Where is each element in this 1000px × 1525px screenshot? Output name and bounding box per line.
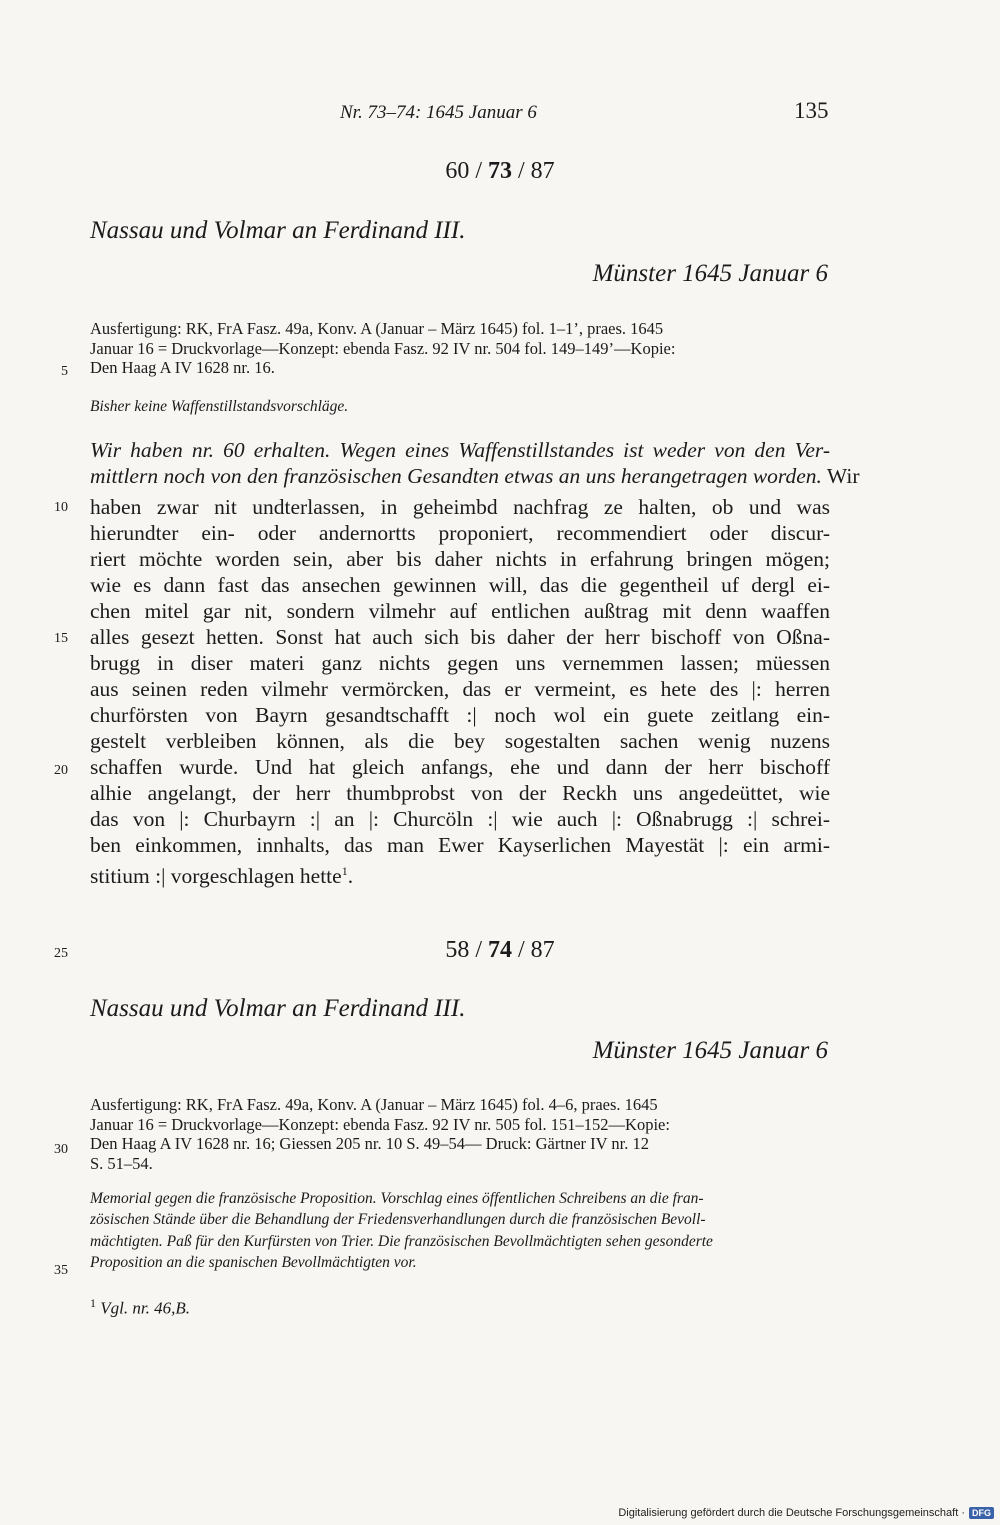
document-number-before: 60 xyxy=(445,158,470,184)
footnote-reference: 1 xyxy=(341,864,348,878)
document-title: Nassau und Volmar an Ferdinand III. xyxy=(90,217,466,244)
footnote-text: Vgl. nr. 46,B. xyxy=(100,1298,190,1318)
summary-line: mächtigten. Paß für den Kurfürsten von Trier. Die französischen Bevollmächtigten sehen gesonderte xyxy=(90,1232,713,1250)
document-place-date: Münster 1645 Januar 6 xyxy=(592,260,828,287)
document-number: 60 / 73 / 87 xyxy=(445,158,555,184)
source-note-line: Januar 16 = Druckvorlage—Konzept: ebenda Fasz. 92 IV nr. 505 fol. 151–152—Kopie: xyxy=(90,1114,670,1134)
source-note-line: Ausfertigung: RK, FrA Fasz. 49a, Konv. A (Januar – März 1645) fol. 1–1’, praes. 1645 xyxy=(90,319,664,338)
document-title: Nassau und Volmar an Ferdinand III. xyxy=(90,995,466,1022)
main-text-line: brugg in diser materi ganz nichts gegen uns vernemmen lassen; müessen xyxy=(90,651,830,675)
document-number-after: 87 xyxy=(530,158,555,184)
main-text-line xyxy=(90,858,830,889)
summary-line: Proposition an die spanischen Bevollmächtigten vor. xyxy=(90,1253,417,1271)
line-number: 30 xyxy=(54,1142,68,1157)
main-text-line: hierundter ein- oder andernortts proponiert, recommendiert oder discur- xyxy=(90,521,830,545)
main-text-line: riert möchte worden sein, aber bis daher nichts in erfahrung bringen mögen; xyxy=(90,547,830,571)
main-text-line: alles gesezt hetten. Sonst hat auch sich bis daher der herr bischoff von Oßna- xyxy=(90,625,830,649)
document-number-main: 73 xyxy=(488,158,512,184)
main-text-line: churförsten von Bayrn gesandtschafft :| noch wol ein guete zeitlang ein- xyxy=(90,703,830,727)
document-summary: Bisher keine Waffenstillstandsvorschläge. xyxy=(90,398,349,415)
main-text-last: stitium :| vorgeschlagen hette xyxy=(90,864,342,889)
main-text-line: das von |: Churbayrn :| an |: Churcöln :| wie auch |: Oßnabrugg :| schrei- xyxy=(90,807,830,831)
main-text-line: Wir haben nr. 60 erhalten. Wegen eines Waffenstillstandes ist weder von den Ver- xyxy=(90,438,830,462)
main-text-end: . xyxy=(347,864,354,889)
main-text-line: wie es dann fast das ansechen gewinnen will, das die gegentheil uf dergl ei- xyxy=(90,573,830,597)
main-text-line: haben zwar nit undterlassen, in geheimbd nachfrag ze halten, ob und was xyxy=(90,495,830,519)
dfg-logo: DFG xyxy=(969,1507,994,1519)
line-number: 35 xyxy=(54,1263,68,1278)
document-number-main: 74 xyxy=(488,937,512,963)
line-number: 5 xyxy=(61,364,68,379)
main-text-line: alhie angelangt, der herr thumbprobst von der Reckh uns angedeüttet, wie xyxy=(90,781,830,805)
source-note-line: Januar 16 = Druckvorlage—Konzept: ebenda Fasz. 92 IV nr. 504 fol. 149–149’—Kopie: xyxy=(90,338,676,358)
document-source-note xyxy=(90,319,830,378)
line-number: 10 xyxy=(54,500,68,515)
running-head: Nr. 73–74: 1645 Januar 6 xyxy=(340,102,537,123)
main-text-tail: Wir xyxy=(821,464,860,488)
document-source-note xyxy=(90,1095,830,1173)
line-number: 15 xyxy=(54,631,68,646)
summary-line: Memorial gegen die französische Proposition. Vorschlag eines öffentlichen Schreibens an die fran- xyxy=(90,1190,704,1207)
source-note-line: Den Haag A IV 1628 nr. 16. xyxy=(90,358,275,378)
line-number: 20 xyxy=(54,763,68,778)
document-summary xyxy=(90,1188,830,1273)
source-note-line: S. 51–54. xyxy=(90,1153,153,1173)
document-number-before: 58 xyxy=(445,937,470,963)
document-number-after: 87 xyxy=(530,937,555,963)
credit-text: Digitalisierung gefördert durch die Deutsche Forschungsgemeinschaft · xyxy=(618,1507,965,1519)
footnote xyxy=(90,1296,190,1319)
summary-line: zösischen Stände über die Behandlung der Friedensverhandlungen durch die französischen Bevoll- xyxy=(90,1211,706,1229)
dfg-credit xyxy=(618,1507,994,1519)
footnote-mark: 1 xyxy=(90,1296,96,1310)
main-text-line: chen mitel gar nit, sondern vilmehr auf entlichen außtrag mit denn waaffen xyxy=(90,599,830,623)
main-text-line xyxy=(90,463,860,489)
main-text-line: gestelt verbleiben können, als die bey sogestalten sachen wenig nuzens xyxy=(90,729,830,753)
main-text-italic: mittlern noch von den französischen Gesandten etwas an uns herangetragen worden. xyxy=(90,464,822,488)
document-number: 58 / 74 / 87 xyxy=(445,937,555,963)
source-note-line: Ausfertigung: RK, FrA Fasz. 49a, Konv. A (Januar – März 1645) fol. 4–6, praes. 1645 xyxy=(90,1095,658,1114)
main-text-line: schaffen wurde. Und hat gleich anfangs, ehe und dann der herr bischoff xyxy=(90,755,830,779)
source-note-line: Den Haag A IV 1628 nr. 16; Giessen 205 nr. 10 S. 49–54— Druck: Gärtner IV nr. 12 xyxy=(90,1134,649,1154)
document-place-date: Münster 1645 Januar 6 xyxy=(592,1037,828,1064)
line-number: 25 xyxy=(54,946,68,961)
main-text-line: aus seinen reden vilmehr vermörcken, das er vermeint, es hete des |: herren xyxy=(90,677,830,701)
page-number: 135 xyxy=(794,98,829,123)
main-text-line: ben einkommen, innhalts, das man Ewer Kayserlichen Mayestät |: ein armi- xyxy=(90,833,830,857)
